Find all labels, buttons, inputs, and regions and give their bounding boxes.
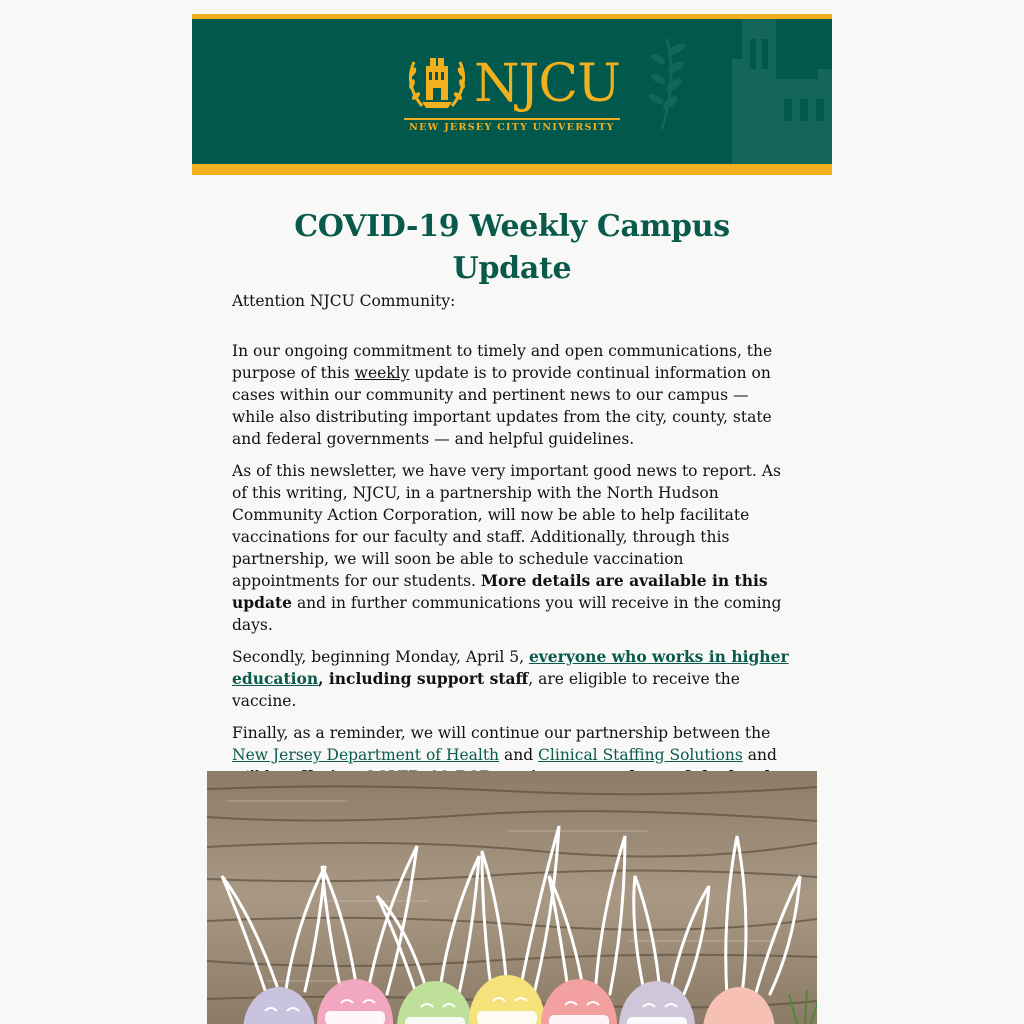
campus-building-watermark [632, 19, 832, 164]
salutation: Attention NJCU Community: [232, 292, 456, 310]
banner-bottom-stripe [192, 164, 832, 175]
p1-text-end: update is to provide continual information on cases within our community and pertinent news to our campus — while also distributing important updates from the city, county, state and federal governments — and helpful guidelines. [232, 364, 772, 448]
p2-text-start: As of this newsletter, we have very important good news to report. As of this writing, NJCU, in a partnership with the North Hudson Community Action Corporation, will now be able to help facilitate vaccinations for our faculty and staff. Additionally, through this partnership, we will soon be able to schedule vaccination appointments for our students. [232, 462, 781, 590]
easter-eggs-illustration [207, 771, 817, 1024]
higher-education-link[interactable]: everyone who works in higher education [232, 647, 789, 688]
p1-text-start: In our ongoing commitment to timely and open communications, the purpose of this [232, 342, 773, 382]
paragraph-eligibility [232, 646, 792, 712]
p2-bold-details: More details are available in this update [232, 571, 768, 612]
p1-underlined-weekly: weekly [354, 364, 410, 382]
njcu-logo[interactable] [404, 52, 624, 137]
nj-department-of-health-link[interactable]: New Jersey Department of Health [232, 746, 500, 764]
p4-text-start: Finally, as a reminder, we will continue our partnership between the [232, 724, 771, 742]
newsletter-title: COVID-19 Weekly Campus Update [294, 209, 730, 286]
newsletter-body [232, 206, 792, 820]
paragraph-vaccination-news [232, 460, 792, 636]
logo-rule [404, 118, 620, 120]
clinical-staffing-solutions-link[interactable]: Clinical Staffing Solutions [538, 746, 743, 764]
logo-tagline: NEW JERSEY CITY UNIVERSITY [409, 122, 615, 133]
p4-text-and: and [499, 746, 539, 764]
logo-wordmark: NJCU [474, 54, 620, 114]
easter-eggs-image [207, 771, 817, 1024]
p3-text-start: Secondly, beginning Monday, April 5, [232, 648, 529, 666]
paragraph-intro [232, 340, 792, 450]
crest-icon [404, 52, 470, 114]
p3-text-end: , are eligible to receive the vaccine. [232, 670, 740, 710]
p4-text-will-be: and [747, 746, 777, 764]
p3-bold-support-staff: , including support staff [318, 669, 529, 688]
header-banner [192, 14, 832, 175]
p2-text-end: and in further communications you will receive in the coming days. [232, 594, 782, 634]
